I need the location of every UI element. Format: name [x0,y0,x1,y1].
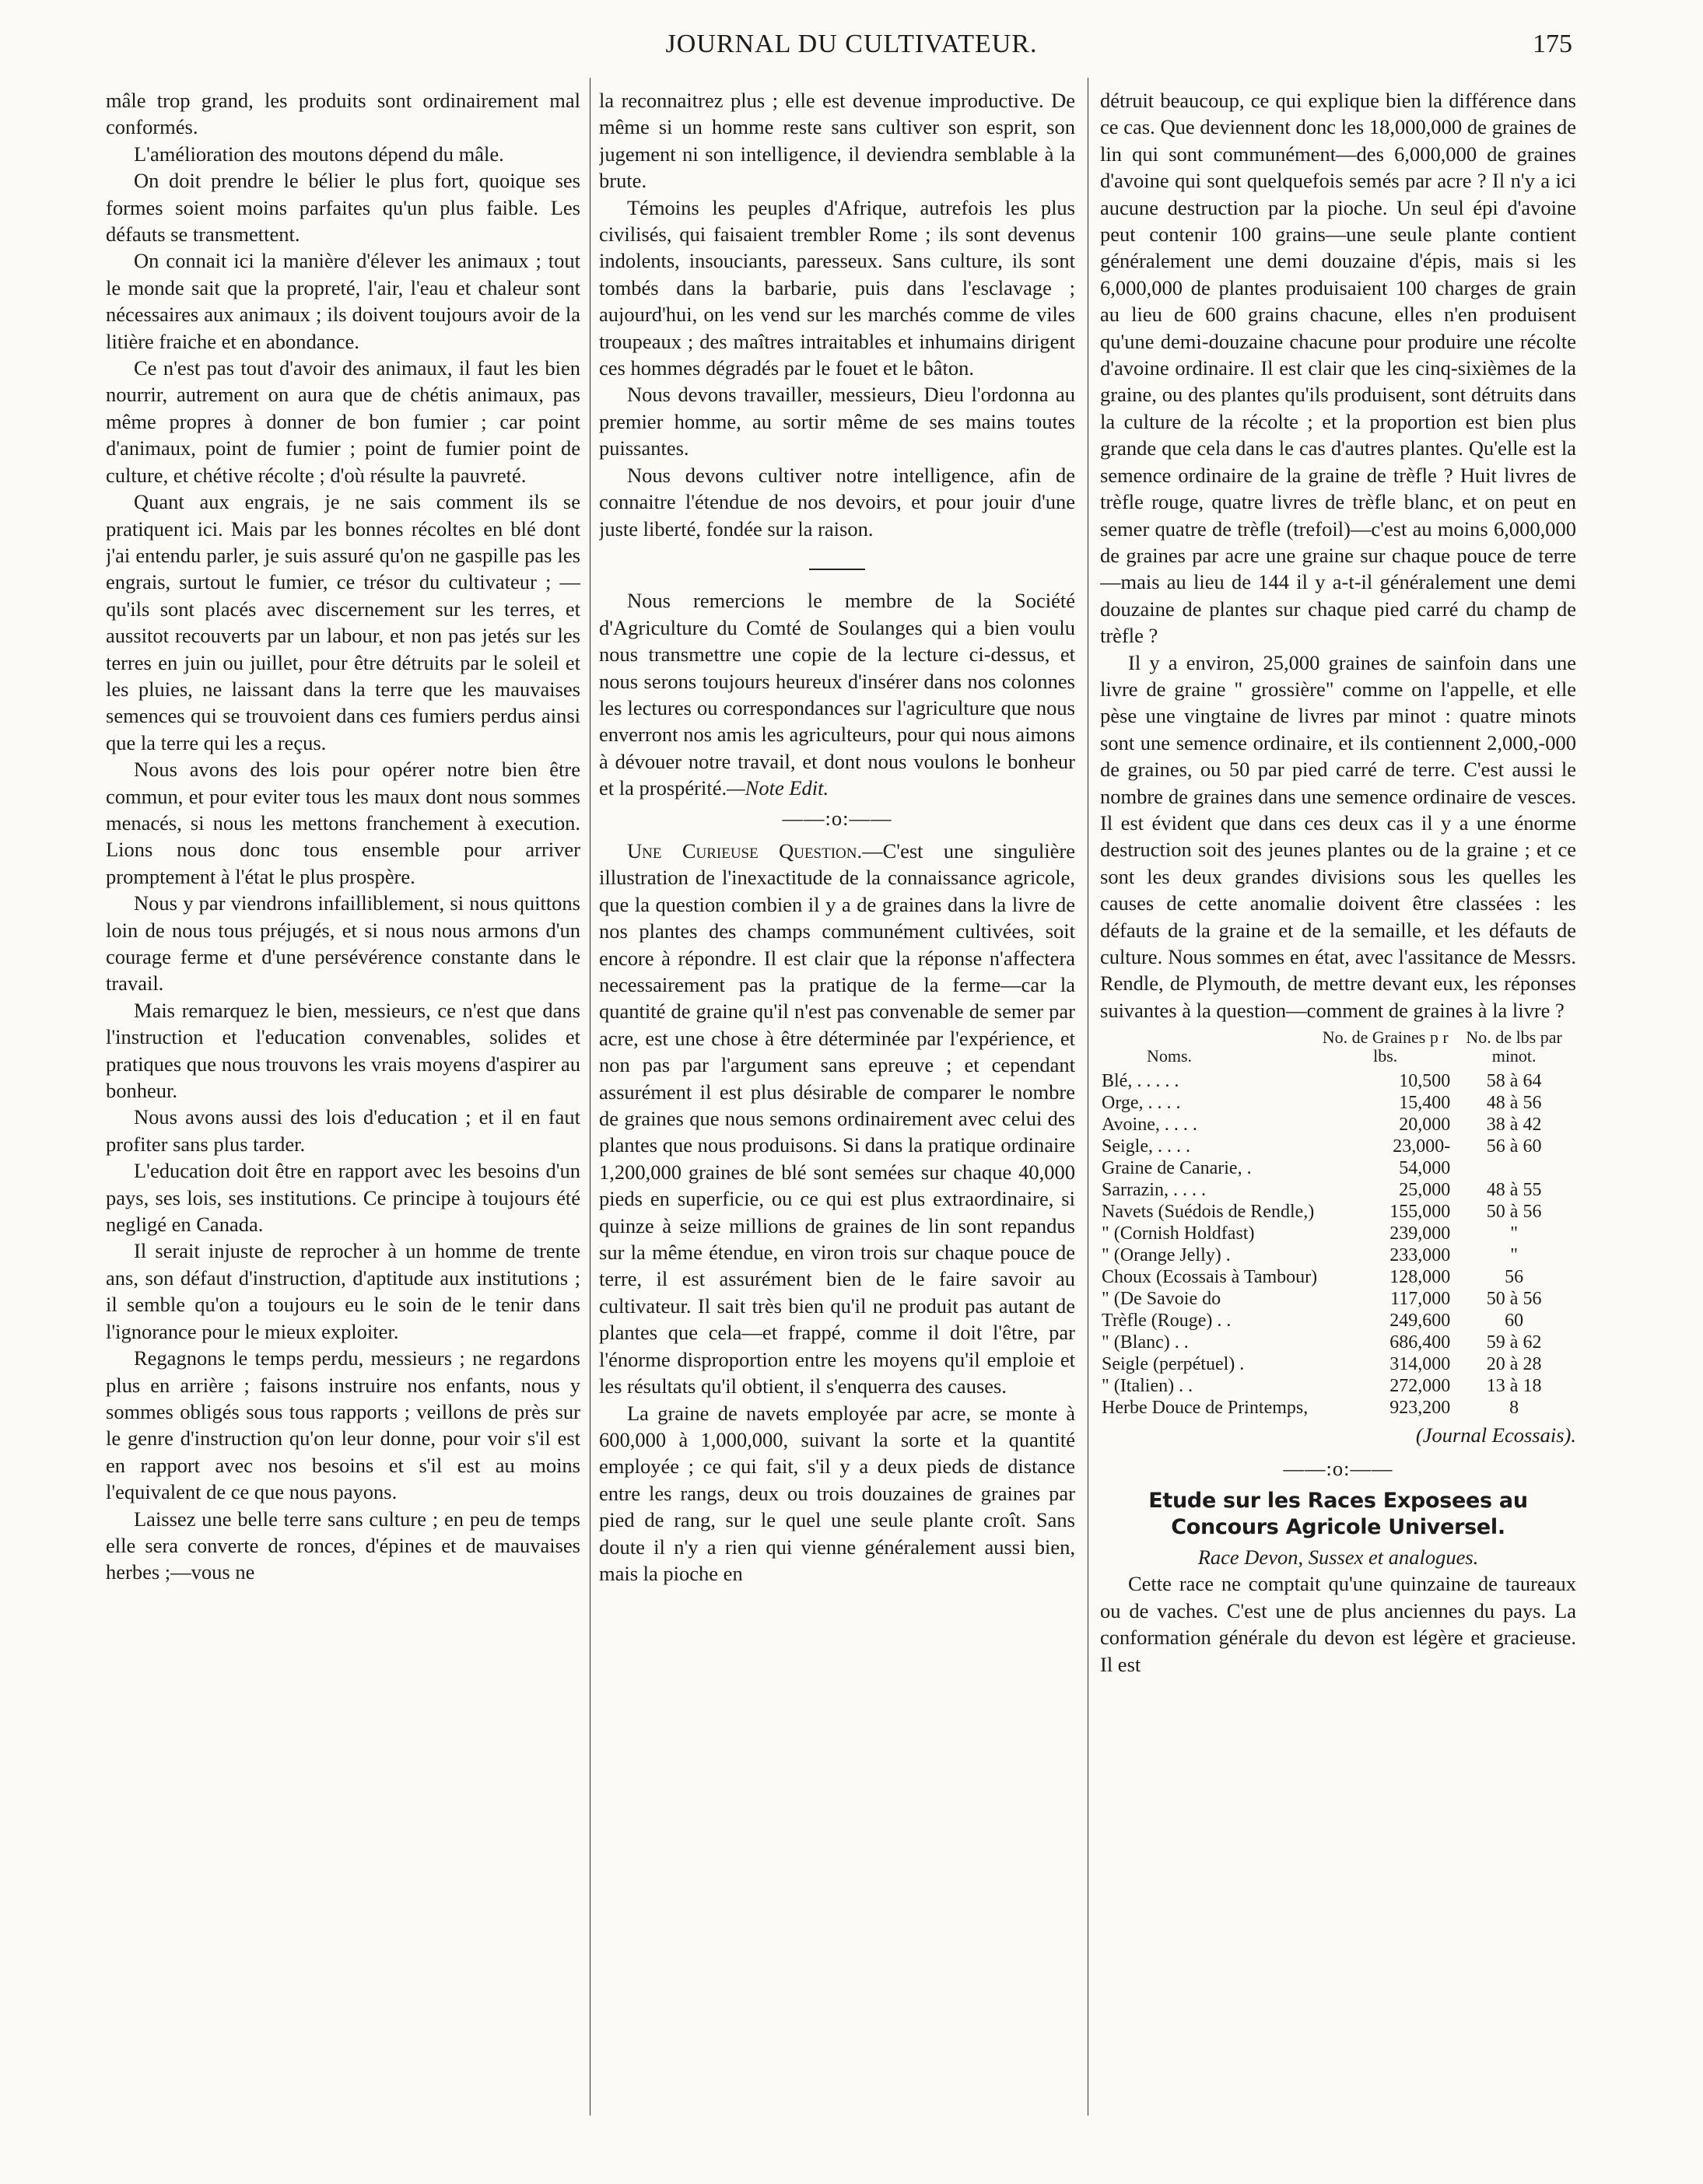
table-row [1100,1353,1576,1375]
col-header-seeds: No. de Graines p r lbs. [1322,1027,1449,1066]
paragraph: Mais remarquez le bien, messieurs, ce n'est que dans l'instruction et l'education convenables, solides et pratiques que nous trouvons les vrais moyens d'aspirer au bonheur. [106,998,580,1103]
seed-name-cell: " (De Savoie do [1102,1289,1221,1310]
page-number: 175 [1533,30,1572,58]
seed-name-cell: Orge, . . . . [1102,1093,1181,1114]
paragraph: Nous avons des lois pour opérer notre bien être commun, et pour eviter tous les maux dont nous sommes menacés, si nous les mettons franchement à execution. Lions nous donc tous ensemble pour arriver promptement à l'état le plus prospère. [106,758,580,888]
seeds-per-lb-cell: 233,000 [1389,1245,1451,1266]
seeds-per-lb-cell: 117,000 [1390,1289,1451,1310]
lbs-per-minot-cell: 56 à 60 [1486,1136,1542,1157]
lbs-per-minot-cell: 50 à 56 [1486,1289,1542,1310]
paragraph: On connait ici la manière d'élever les animaux ; tout le monde sait que la propreté, l'air, l'eau et chaleur sont nécessaires aux animaux ; ils doivent toujours avoir de la litière fraiche et en abondance. [106,249,580,353]
seeds-per-lb-cell: 54,000 [1399,1158,1451,1179]
section-subtitle: Race Devon, Sussex et analogues. [1197,1545,1479,1570]
seed-name-cell: Seigle, . . . . [1102,1136,1190,1157]
paragraph: Témoins les peuples d'Afrique, autrefois les plus civilisés, qui faisaient trembler Rome ; ils sont devenus indolents, insouciants, paresseux. Sans culture, ils sont tombés dans la barbarie, puis dans l'esclavage ; aujourd'hui, on les vend sur les marchés comme de viles troupeaux ; des maîtres intraitables et inhumains dirigent ces hommes dégradés par le fouet et le bâton. [599,195,1075,380]
lbs-per-minot-cell: 48 à 55 [1486,1180,1542,1201]
seed-name-cell: Blé, . . . . . [1102,1071,1179,1092]
lbs-per-minot-cell [1452,1157,1576,1179]
seeds-per-lb-cell: 155,000 [1389,1202,1451,1223]
table-row [1100,1310,1576,1332]
seed-discussion [1100,87,1576,1024]
table-row [1100,1201,1576,1223]
paragraph: L'education doit être en rapport avec les besoins d'un pays, ses lois, ses institutions. Ce principe à toujours été negligé en Canada. [106,1159,580,1237]
table-row [1100,1070,1576,1092]
table-row [1100,1092,1576,1114]
paragraph: On doit prendre le bélier le plus fort, quoique ses formes soient moins parfaites qu'un plus faible. Les défauts se transmettent. [106,169,580,247]
paragraph: Nous avons aussi des lois d'education ; et il en faut profiter sans plus tarder. [106,1105,580,1156]
section-paragraph: Cette race ne comptait qu'une quinzaine de taureaux ou de vaches. C'est une de plus anciennes du pays. La conformation générale du devon est légère et gracieuse. Il est [1100,1572,1576,1676]
seed-name-cell: " (Cornish Holdfast) [1102,1223,1255,1244]
lbs-per-minot-cell: 20 à 28 [1486,1354,1542,1375]
col-header-names: Noms. [1147,1046,1193,1066]
seeds-per-lb-cell: 20,000 [1399,1115,1451,1136]
curious-question-paragraph: Une Curieuse Question.—C'est une singulière illustration de l'inexactitude de la connaissance agricole, que la question combien il y a de graines dans la livre de nos plantes des champs communément cultivées, soit encore à répondre. Il est clair que la réponse n'affectera necessairement pas la pratique de la ferme—car la quantité de graine qu'il n'est pas convenable de semer par acre, est une chose à être déterminée par l'expérience, et non pas par l'argument sans epreuve ; et cependant assurément il est plus désirable de comparer le nombre de graines que nous semons ordinairement avec celui des plantes que nous produisons. Si dans la pratique ordinaire 1,200,000 graines de blé sont semées sur chaque 40,000 pieds en superficie, ou ce qui est plus extraordinaire, si quinze à seize millions de graines de lin sont repandus sur la même étendue, en viron trois sur chaque pouce de terre, il est assurément bien de le faire savoir au cultivateur. Il sait très bien qu'il ne produit pas autant de plantes que cela—et frappé, comme il doit l'être, par l'énorme disproportion entre les moyens qu'il emploie et les résultats qu'il obtient, il s'enquerra des causes. [599,838,1075,1398]
paragraph: Laissez une belle terre sans culture ; en peu de temps elle sera converte de ronces, d'épines et de mauvaises herbes ;—vous ne [106,1507,580,1584]
seed-name-cell: " (Blanc) . . [1102,1332,1189,1353]
separator: ——:o:—— [782,806,892,830]
editor-note-signature: —Note Edit. [727,776,829,800]
table-row [1100,1332,1576,1353]
paragraph: Nous y par viendrons infailliblement, si nous quittons loin de nous tous préjugés, et si nous nous armons d'un courage ferme et d'une persévérence constante dans le travail. [106,891,580,996]
editor-note: Nous remercions le membre de la Société d'Agriculture du Comté de Soulanges qui a bien voulu nous transmettre une copie de la lecture ci-dessus, et nous serons toujours heureux d'insérer dans nos colonnes les lectures ou correspondances sur l'agriculture que nous enverront nos amis les agriculteurs, pour qui nous aimons à dévouer notre travail, et dont nous voulons le bonheur et la prospérité.—Note Edit. [599,589,1075,800]
table-source: (Journal Ecossais). [1415,1423,1576,1447]
paragraph: Regagnons le temps perdu, messieurs ; ne regardons plus en arrière ; faisons instruire nos enfants, nous y sommes obligés sous tous rapports ; veillons de près sur le genre d'instruction qu'on leur donne, pour voir s'il est en rapport avec nos besoins et s'il est au moins l'equivalent de ce que nous payons. [106,1346,580,1504]
seed-name-cell: Sarrazin, . . . . [1102,1180,1206,1201]
seeds-per-lb-cell: 239,000 [1389,1223,1451,1244]
table-row [1100,1114,1576,1136]
seeds-per-lb-cell: 686,400 [1389,1332,1451,1353]
seed-name-cell: " (Italien) . . [1102,1376,1193,1397]
table-row [1100,1244,1576,1266]
lbs-per-minot-cell: 58 à 64 [1486,1071,1542,1092]
seed-name-cell: Seigle (perpétuel) . [1102,1354,1245,1375]
column-right [1100,87,1576,2125]
table-row [1100,1375,1576,1397]
table-row [1100,1288,1576,1310]
page-header [0,30,1703,68]
separator: ——:o:—— [1283,1456,1393,1480]
turnip-paragraph: La graine de navets employée par acre, se monte à 600,000 à 1,000,000, suivant la sorte et la quantité employée ; ce qui fait, s'il y a deux pieds de distance entre les rangs, deux ou trois douzaines de graines par pied de rang, sur le quel une seule plante croît. Sans doute il n'y a rien qui vienne généralement aussi bien, mais la pioche en [599,1401,1075,1585]
paragraph: Nous devons cultiver notre intelligence, afin de connaitre l'étendue de nos devoirs, et pour jouir d'une juste liberté, fondée sur la raison. [599,463,1075,541]
seeds-per-lb-cell: 23,000- [1393,1136,1451,1157]
column-middle [599,87,1075,2125]
seed-name-cell: " (Orange Jelly) . [1102,1245,1231,1266]
lbs-per-minot-cell: 8 [1509,1398,1519,1419]
seed-name-cell: Choux (Ecossais à Tambour) [1102,1267,1318,1288]
seed-name-cell: Trèfle (Rouge) . . [1102,1311,1232,1332]
lbs-per-minot-cell: 13 à 18 [1486,1376,1542,1397]
seeds-per-lb-cell: 249,600 [1389,1311,1451,1332]
paragraph: Il y a environ, 25,000 graines de sainfoin dans une livre de graine " grossière" comme on l'appelle, et elle pèse une vingtaine de livres par minot : quatre minots sont une semence ordinaire, et ils contiennent 2,000,-000 de graines, ou 50 par pied carré de terre. C'est aussi le nombre de graines dans une semence ordinaire de vesces. Il est évident que dans ces deux cas il y a une énorme destruction soit des jeunes plantes ou de la graine ; et ce sont les deux grandes divisions sous les quelles les causes de cette anomalie doivent être classées : les défauts de la graine et de la semaille, et les défauts de culture. Nous sommes en état, avec l'assitance de Messrs. Rendle, de Plymouth, de mettre devant eux, les réponses suivantes à la question—comment de graines à la livre ? [1100,650,1576,1022]
seeds-per-lb-cell: 15,400 [1399,1093,1451,1114]
paragraph: mâle trop grand, les produits sont ordinairement mal conformés. [106,89,580,139]
paragraph: Nous devons travailler, messieurs, Dieu l'ordonna au premier homme, au sortir même de ses mains toutes puissantes. [599,383,1075,460]
seed-table [1100,1028,1576,1419]
seeds-per-lb-cell: 272,000 [1389,1376,1451,1397]
table-row [1100,1397,1576,1419]
paragraph: la reconnaitrez plus ; elle est devenue improductive. De même si un homme reste sans cultiver son esprit, son jugement ni son intelligence, il deviendra semblable à la brute. [599,89,1075,193]
col-header-lbs: No. de lbs par minot. [1466,1027,1562,1066]
lbs-per-minot-cell: 48 à 56 [1486,1093,1542,1114]
table-row [1100,1136,1576,1157]
lbs-per-minot-cell: " [1510,1223,1519,1244]
table-row [1100,1266,1576,1288]
seed-name-cell: Herbe Douce de Printemps, [1102,1398,1309,1419]
lecture-ending [599,87,1075,542]
table-row [1100,1179,1576,1201]
table-row [1100,1157,1576,1179]
lbs-per-minot-cell: " [1510,1245,1519,1266]
seeds-per-lb-cell: 128,000 [1389,1267,1451,1288]
paragraph: L'amélioration des moutons dépend du mâle. [134,142,504,166]
lbs-per-minot-cell: 56 [1505,1267,1524,1288]
seed-name-cell: Graine de Canarie, . [1102,1158,1252,1179]
short-rule [599,550,1075,576]
lbs-per-minot-cell: 59 à 62 [1486,1332,1542,1353]
paragraph: Il serait injuste de reprocher à un homme de trente ans, son défaut d'instruction, d'aptitude aux institutions ; il semble qu'on a toujours eu le soin de le tenir dans l'ignorance pour le mieux exploiter. [106,1239,580,1343]
table-row [1100,1223,1576,1244]
seed-name-cell: Avoine, . . . . [1102,1115,1197,1136]
paragraph: Quant aux engrais, je ne sais comment ils se pratiquent ici. Mais par les bonnes récoltes en blé dont j'ai entendu parler, je suis assuré qu'on ne gaspille pas les engrais, surtout le fumier, ce trésor du cultivateur ; —qu'ils sont placés avec discernement sur les terres, et aussitot recouverts par un labour, et non pas jetés sur les terres en juin ou juillet, pour être détruits par le soleil et les pluies, ne laissant dans la terre que les mauvaises semences qui se trouvoient dans ces fumiers perdus ainsi que la terre qui les a reçus. [106,490,580,754]
journal-title: JOURNAL DU CULTIVATEUR. [665,30,1038,58]
seeds-per-lb-cell: 314,000 [1389,1354,1451,1375]
paragraph: Ce n'est pas tout d'avoir des animaux, il faut les bien nourrir, autrement on aura que de chétis animaux, pas même propres à donner de bon fumier ; car point d'animaux, point de fumier ; point de fumier point de culture, et chétive récolte ; d'où résulte la pauvreté. [106,356,580,487]
seeds-per-lb-cell: 923,200 [1389,1398,1451,1419]
seeds-per-lb-cell: 25,000 [1399,1180,1451,1201]
paragraph: détruit beaucoup, ce qui explique bien la différence dans ce cas. Que deviennent donc les 18,000,000 de graines de lin qui sont communément—des 6,000,000 de graines d'avoine qui sont quelquefois semés par acre ? Il n'y a ici aucune destruction par la pioche. Un seul épi d'avoine peut contenir 100 grains—une seule plante contient généralement une demi douzaine d'épis, mais si les 6,000,000 de plantes produisaient 100 charges de grain au lieu de 600 grains chacune, elles n'en produisent qu'une demi-douzaine chacune pour produire une récolte d'avoine ordinaire. Il est clair que les cinq-sixièmes de la graine, ou des plantes qu'ils produisent, sont détruits dans la culture de la récolte ; et la proportion est bien plus grande que cela dans le cas d'autres plantes. Qu'elle est la semence ordinaire de la graine de trèfle ? Huit livres de trèfle rouge, quatre livres de trèfle blanc, et on peut en semer quatre de trèfle (trefoil)—c'est au moins 6,000,000 de graines par acre une graine sur chaque pouce de terre—mais au lieu de 144 il y a-t-il généralement une demi douzaine de plantes sur chaque pied carré du champ de trèfle ? [1100,89,1576,648]
lbs-per-minot-cell: 38 à 42 [1486,1115,1542,1136]
column-left [106,87,580,2125]
curious-question-heading: Une Curieuse Question. [627,838,863,863]
seed-name-cell: Navets (Suédois de Rendle,) [1102,1202,1315,1223]
lbs-per-minot-cell: 50 à 56 [1486,1202,1542,1223]
lbs-per-minot-cell: 60 [1505,1311,1524,1332]
seeds-per-lb-cell: 10,500 [1399,1071,1451,1092]
section-title: Etude sur les Races Exposees au Concours Agricole Universel. [1148,1489,1528,1540]
